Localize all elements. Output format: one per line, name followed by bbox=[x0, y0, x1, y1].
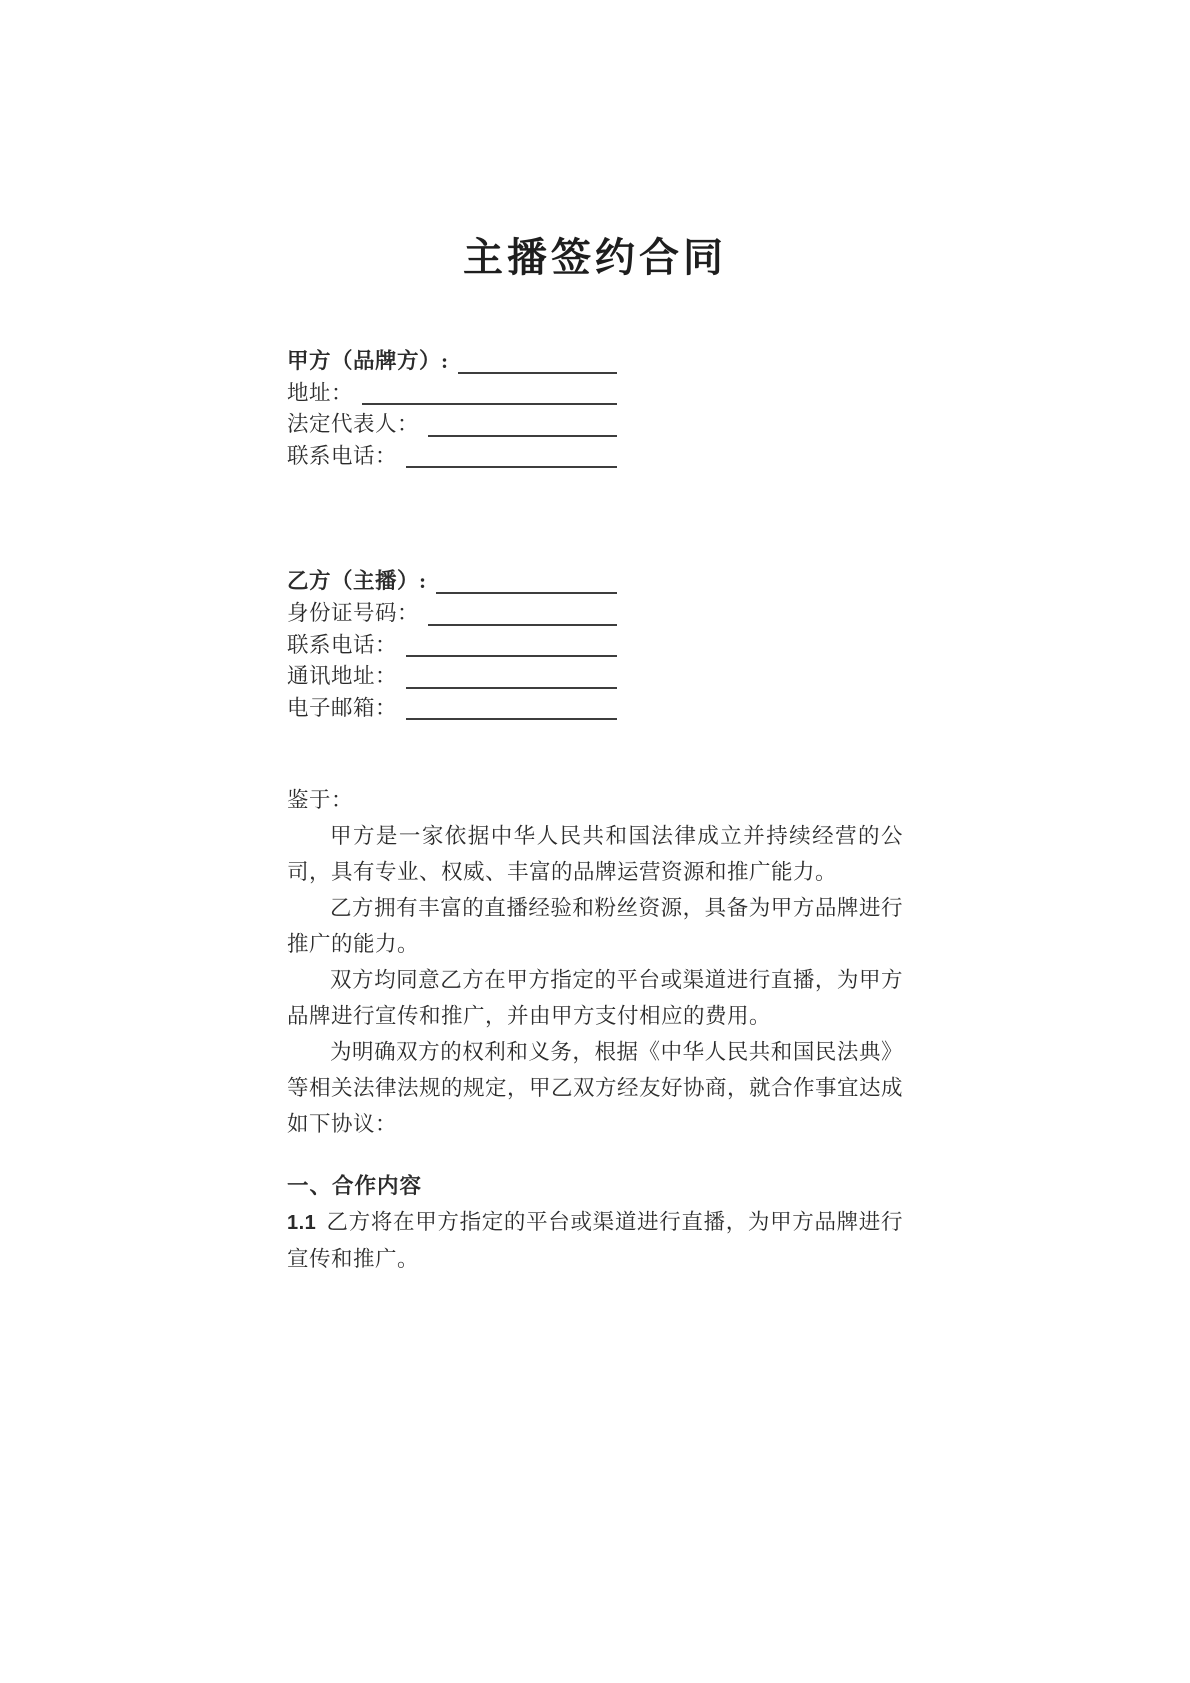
clause-1-1-text: 乙方将在甲方指定的平台或渠道进行直播，为甲方品牌进行宣传和推广。 bbox=[287, 1210, 903, 1272]
recital-paragraph-3: 双方均同意乙方在甲方指定的平台或渠道进行直播，为甲方品牌进行宣传和推广，并由甲方支付相应的费用。 bbox=[287, 968, 903, 1029]
clause-1-1 bbox=[287, 1204, 903, 1277]
party-b-block bbox=[287, 566, 617, 724]
party-b-email-label: 电子邮箱： bbox=[287, 695, 398, 720]
party-a-address-label: 地址： bbox=[287, 380, 354, 405]
recitals-lead: 鉴于： bbox=[287, 788, 354, 813]
party-b-mailing-address-row bbox=[287, 661, 617, 693]
party-b-name-label: 乙方（主播）: bbox=[287, 569, 427, 594]
recital-paragraph-1: 甲方是一家依据中华人民共和国法律成立并持续经营的公司，具有专业、权威、丰富的品牌运营资源和推广能力。 bbox=[287, 824, 903, 885]
party-b-id-number-blank-field bbox=[428, 624, 617, 626]
party-b-name-row bbox=[287, 566, 617, 598]
party-a-name-row bbox=[287, 346, 617, 378]
party-b-mailing-address-label: 通讯地址： bbox=[287, 664, 398, 689]
party-b-name-blank-field bbox=[436, 592, 617, 594]
party-a-address-blank-field bbox=[362, 403, 617, 405]
party-a-legal-rep-blank-field bbox=[428, 435, 617, 437]
recital-paragraph-2: 乙方拥有丰富的直播经验和粉丝资源，具备为甲方品牌进行推广的能力。 bbox=[287, 896, 903, 957]
section-1-heading: 一、合作内容 bbox=[287, 1174, 423, 1199]
recital-paragraph-4: 为明确双方的权利和义务，根据《中华人民共和国民法典》等相关法律法规的规定，甲乙双方经友好协商，就合作事宜达成如下协议： bbox=[287, 1040, 904, 1137]
party-b-phone-label: 联系电话： bbox=[287, 632, 398, 657]
party-b-phone-row bbox=[287, 630, 617, 662]
party-b-phone-blank-field bbox=[406, 655, 617, 657]
party-a-legal-rep-label: 法定代表人： bbox=[287, 412, 420, 437]
party-a-phone-blank-field bbox=[406, 466, 617, 468]
party-b-email-row bbox=[287, 693, 617, 725]
clause-1-1-number: 1.1 bbox=[287, 1212, 317, 1235]
party-b-email-blank-field bbox=[406, 718, 617, 720]
party-a-address-row bbox=[287, 378, 617, 410]
document-title: 主播签约合同 bbox=[463, 235, 727, 280]
party-a-name-label: 甲方（品牌方）: bbox=[287, 349, 449, 373]
party-b-mailing-address-blank-field bbox=[406, 687, 617, 689]
party-a-phone-label: 联系电话： bbox=[287, 443, 398, 468]
party-a-phone-row bbox=[287, 441, 617, 473]
party-a-block bbox=[287, 346, 617, 472]
recitals-block bbox=[287, 782, 903, 1142]
party-b-id-number-label: 身份证号码： bbox=[287, 600, 420, 625]
party-b-id-number-row bbox=[287, 598, 617, 630]
party-a-legal-rep-row bbox=[287, 409, 617, 441]
party-a-name-blank-field bbox=[458, 372, 617, 374]
